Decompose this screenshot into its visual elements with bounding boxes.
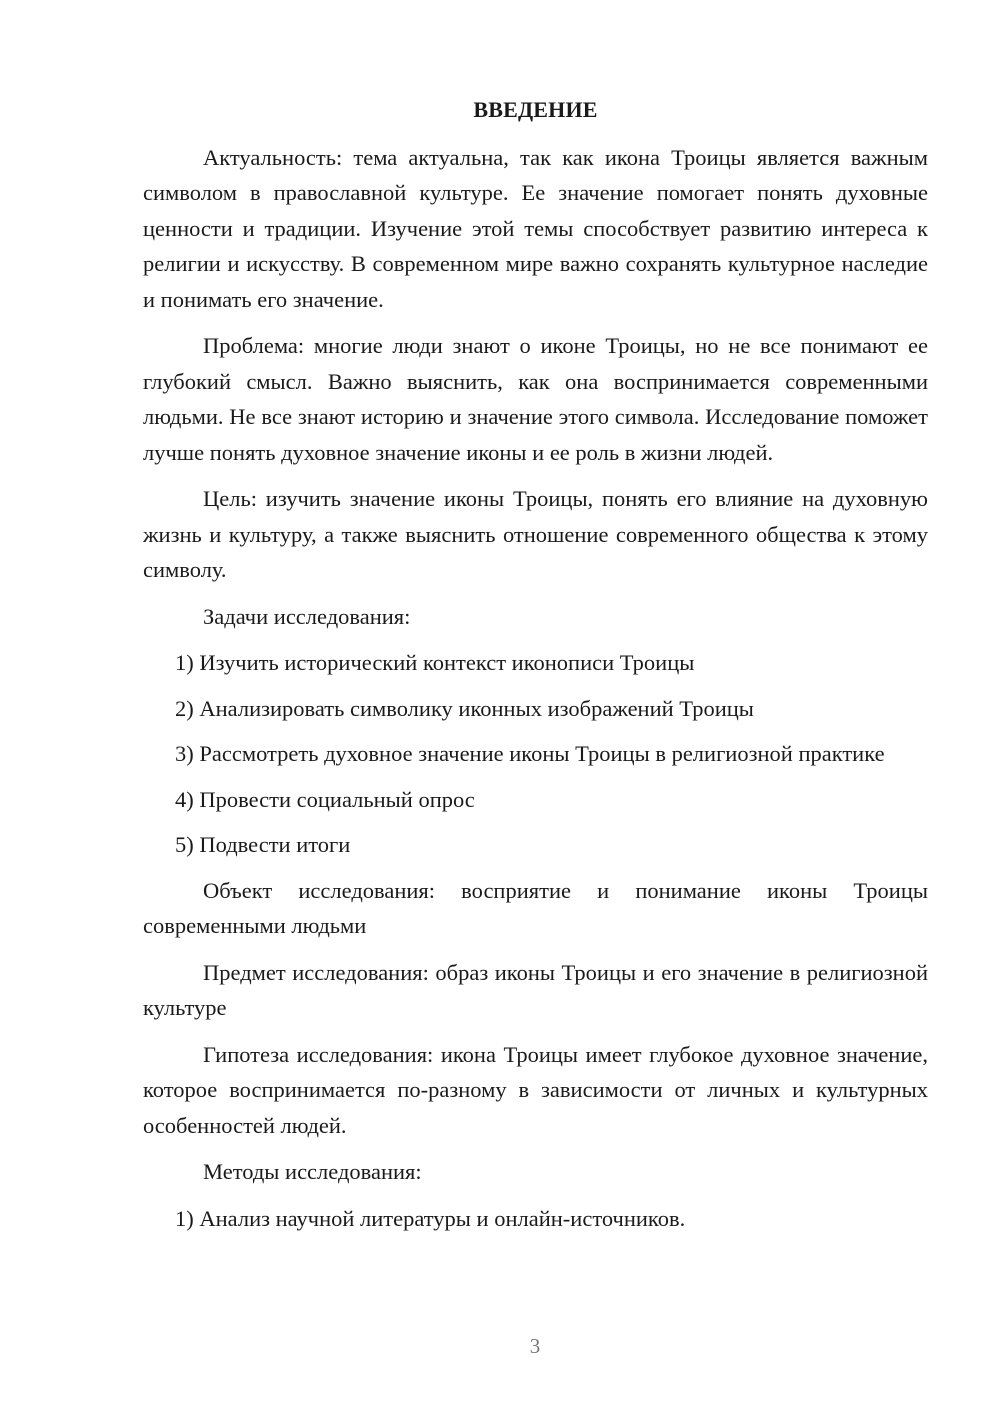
section-title: ВВЕДЕНИЕ xyxy=(473,97,598,122)
methods-heading: Методы исследования: xyxy=(203,1159,422,1184)
goal-paragraph: Цель: изучить значение иконы Троицы, понять его влияние на духовную жизнь и культуру, а также выяснить отношение современного общества к этому символу. xyxy=(143,486,928,582)
problem-paragraph: Проблема: многие люди знают о иконе Троицы, но не все понимают ее глубокий смысл. Важно выяснить, как она воспринимается современными людьми. Не все знают историю и значение этого символа. Исследование поможет лучше понять духовное значение иконы и ее роль в жизни людей. xyxy=(143,333,928,465)
task-item: 4) Провести социальный опрос xyxy=(175,786,475,812)
task-item: 3) Рассмотреть духовное значение иконы Троицы в религиозной практике xyxy=(175,741,885,766)
hypothesis-paragraph: Гипотеза исследования: икона Троицы имеет глубокое духовное значение, которое воспринимается по-разному в зависимости от личных и культурных особенностей людей. xyxy=(143,1041,928,1138)
task-item: 2) Анализировать символику иконных изображений Троицы xyxy=(175,695,754,721)
tasks-heading: Задачи исследования: xyxy=(203,603,411,629)
document-page xyxy=(143,92,928,1246)
task-item: 1) Изучить исторический контекст иконописи Троицы xyxy=(175,650,695,675)
task-item: 5) Подвести итоги xyxy=(175,832,351,857)
relevance-paragraph: Актуальность: тема актуальна, так как икона Троицы является важным символом в православной культуре. Ее значение помогает понять духовные ценности и традиции. Изучение этой темы способствует развитию интереса к религии и искусству. В современном мире важно сохранять культурное наследие и понимать его значение. xyxy=(143,144,928,312)
page-number: 3 xyxy=(529,1334,541,1358)
subject-paragraph: Предмет исследования: образ иконы Троицы и его значение в религиозной культуре xyxy=(143,959,928,1020)
method-item: 1) Анализ научной литературы и онлайн-источников. xyxy=(175,1205,686,1231)
object-paragraph: Объект исследования: восприятие и понимание иконы Троицы современными людьми xyxy=(143,877,928,938)
